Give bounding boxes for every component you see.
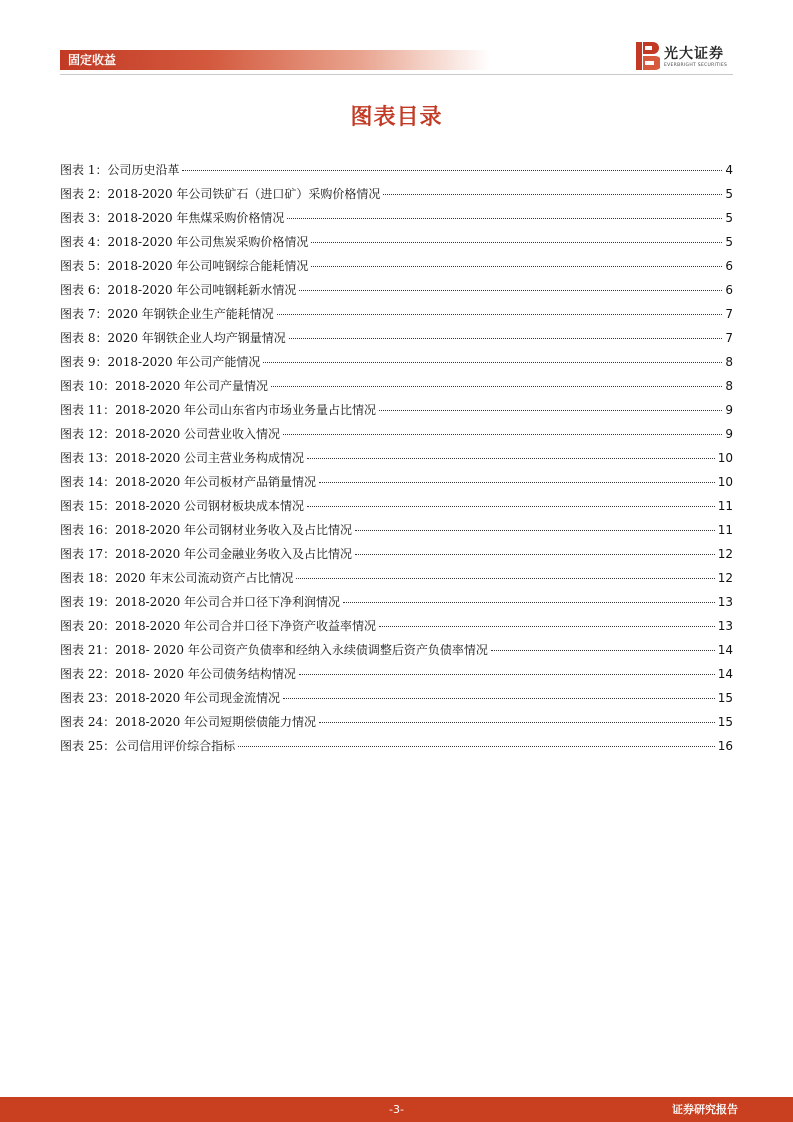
toc-entry-label: 图表 4：2018-2020 年公司焦炭采购价格情况 [60,235,309,249]
toc-dot-leader [299,290,722,291]
toc-entry-page: 5 [725,187,733,201]
toc-dot-leader [277,314,723,315]
toc-entry-label: 图表 2：2018-2020 年公司铁矿石（进口矿）采购价格情况 [60,187,381,201]
toc-entry[interactable] [60,422,733,446]
toc-entry-page: 6 [725,283,733,297]
toc-entry[interactable] [60,710,733,734]
everbright-logo-icon [634,40,660,72]
toc-entry-label: 图表 18：2020 年末公司流动资产占比情况 [60,571,294,585]
toc-entry-page: 9 [725,403,733,417]
toc-entry[interactable] [60,206,733,230]
toc-dot-leader [319,722,715,723]
toc-entry[interactable] [60,662,733,686]
toc-entry[interactable] [60,542,733,566]
toc-entry-page: 14 [717,667,733,681]
toc-entry[interactable] [60,590,733,614]
toc-entry[interactable] [60,182,733,206]
toc-dot-leader [182,170,722,171]
toc-entry[interactable] [60,374,733,398]
toc-entry[interactable] [60,158,733,182]
toc-entry-page: 5 [725,235,733,249]
brand-logo [634,40,734,72]
toc-entry-page: 12 [717,571,733,585]
toc-dot-leader [307,458,715,459]
toc-entry-page: 12 [717,547,733,561]
toc-entry-page: 13 [717,595,733,609]
toc-entry-label: 图表 13：2018-2020 公司主营业务构成情况 [60,451,305,465]
toc-entry-label: 图表 10：2018-2020 年公司产量情况 [60,379,269,393]
toc-dot-leader [271,386,722,387]
toc-entry-label: 图表 14：2018-2020 年公司板材产品销量情况 [60,475,317,489]
toc-entry[interactable] [60,734,733,758]
toc-entry-page: 14 [717,643,733,657]
toc-entry-page: 4 [725,163,733,177]
toc-dot-leader [311,266,722,267]
toc-entry-page: 11 [717,523,733,537]
toc-entry[interactable] [60,230,733,254]
toc-entry-page: 10 [717,475,733,489]
toc-dot-leader [343,602,715,603]
toc-entry-page: 6 [725,259,733,273]
toc-entry[interactable] [60,278,733,302]
toc-entry-label: 图表 1：公司历史沿革 [60,163,180,177]
toc-entry-label: 图表 16：2018-2020 年公司钢材业务收入及占比情况 [60,523,353,537]
logo-chinese-name: 光大证券 [664,46,724,62]
toc-dot-leader [263,362,722,363]
toc-entry-page: 8 [725,355,733,369]
toc-dot-leader [283,434,722,435]
toc-entry[interactable] [60,446,733,470]
toc-entry-label: 图表 20：2018-2020 年公司合并口径下净资产收益率情况 [60,619,377,633]
toc-entry[interactable] [60,686,733,710]
toc-entry[interactable] [60,254,733,278]
toc-entry[interactable] [60,494,733,518]
toc-dot-leader [383,194,722,195]
header-band [60,50,490,70]
toc-entry-page: 8 [725,379,733,393]
section-label: 固定收益 [68,53,117,67]
logo-english-name: EVERBRIGHT SECURITIES [664,63,728,68]
toc-entry-label: 图表 15：2018-2020 公司钢材板块成本情况 [60,499,305,513]
toc-dot-leader [283,698,715,699]
toc-entry-label: 图表 8：2020 年钢铁企业人均产钢量情况 [60,331,286,345]
toc-entry[interactable] [60,518,733,542]
toc-entry-page: 5 [725,211,733,225]
toc-entry-label: 图表 6：2018-2020 年公司吨钢耗新水情况 [60,283,297,297]
toc-dot-leader [307,506,715,507]
toc-entry-label: 图表 7：2020 年钢铁企业生产能耗情况 [60,307,274,321]
toc-entry[interactable] [60,398,733,422]
toc-entry-label: 图表 19：2018-2020 年公司合并口径下净利润情况 [60,595,341,609]
toc-entry[interactable] [60,350,733,374]
toc-entry-page: 7 [725,307,733,321]
toc-entry[interactable] [60,638,733,662]
toc-dot-leader [491,650,715,651]
toc-entry-label: 图表 25：公司信用评价综合指标 [60,739,236,753]
toc-dot-leader [379,410,722,411]
table-of-figures [60,158,733,758]
toc-entry[interactable] [60,302,733,326]
toc-entry-page: 15 [717,715,733,729]
toc-entry-label: 图表 11：2018-2020 年公司山东省内市场业务量占比情况 [60,403,377,417]
toc-dot-leader [299,674,715,675]
toc-dot-leader [311,242,722,243]
toc-entry[interactable] [60,566,733,590]
toc-entry-page: 11 [717,499,733,513]
toc-dot-leader [289,338,723,339]
page-number: -3- [389,1103,404,1116]
toc-dot-leader [287,218,722,219]
page-title: 图表目录 [350,105,443,130]
toc-entry[interactable] [60,470,733,494]
toc-dot-leader [379,626,715,627]
toc-entry-page: 16 [717,739,733,753]
toc-dot-leader [355,530,715,531]
toc-entry-label: 图表 9：2018-2020 年公司产能情况 [60,355,261,369]
toc-dot-leader [355,554,715,555]
toc-entry[interactable] [60,614,733,638]
header-divider [60,74,733,75]
toc-entry[interactable] [60,326,733,350]
toc-entry-label: 图表 21：2018- 2020 年公司资产负债率和经纳入永续债调整后资产负债率情况 [60,643,488,657]
toc-entry-page: 7 [725,331,733,345]
toc-entry-page: 13 [717,619,733,633]
toc-dot-leader [296,578,714,579]
toc-entry-page: 10 [717,451,733,465]
toc-entry-label: 图表 3：2018-2020 年焦煤采购价格情况 [60,211,285,225]
toc-entry-page: 15 [717,691,733,705]
toc-entry-label: 图表 5：2018-2020 年公司吨钢综合能耗情况 [60,259,309,273]
toc-entry-label: 图表 23：2018-2020 年公司现金流情况 [60,691,281,705]
toc-entry-label: 图表 12：2018-2020 公司营业收入情况 [60,427,281,441]
toc-entry-page: 9 [725,427,733,441]
report-type-label: 证券研究报告 [672,1103,738,1116]
toc-entry-label: 图表 24：2018-2020 年公司短期偿债能力情况 [60,715,317,729]
toc-entry-label: 图表 22：2018- 2020 年公司债务结构情况 [60,667,296,681]
toc-dot-leader [238,746,715,747]
toc-dot-leader [319,482,715,483]
toc-entry-label: 图表 17：2018-2020 年公司金融业务收入及占比情况 [60,547,353,561]
